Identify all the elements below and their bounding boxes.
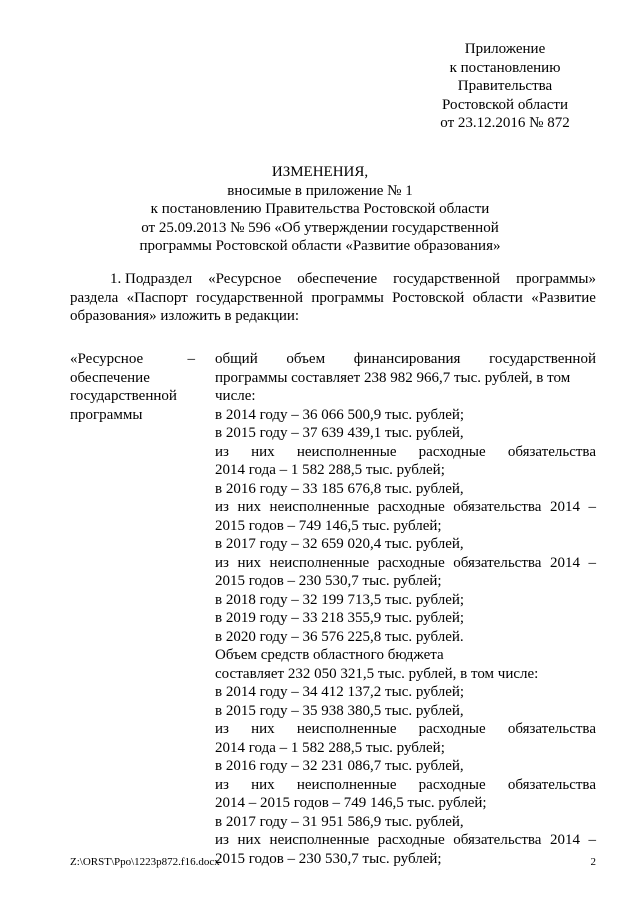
- word: обязательства: [453, 499, 542, 515]
- title-line: программы Ростовской области «Развитие образования»: [139, 238, 501, 254]
- intro-line-2: [70, 289, 596, 308]
- word: расходные: [418, 721, 486, 737]
- content-line: 2015 годов – 230 530,7 тыс. рублей;: [215, 850, 442, 867]
- word: обязательства: [453, 554, 542, 571]
- content-line: [215, 554, 596, 573]
- word: неисполненные: [296, 776, 397, 793]
- content-line: 2015 годов – 749 146,5 тыс. рублей;: [215, 517, 442, 534]
- appendix-header: [420, 40, 590, 133]
- word: программы: [311, 289, 384, 306]
- word: программы»: [516, 271, 596, 287]
- content-line: в 2017 году – 31 951 586,9 тыс. рублей,: [215, 813, 464, 830]
- title-line: ИЗМЕНЕНИЯ,: [271, 164, 369, 180]
- word: –: [588, 832, 596, 848]
- word: них: [237, 499, 262, 515]
- content-line: в 2020 году – 36 576 225,8 тыс. рублей.: [215, 628, 464, 645]
- content-line: 2014 – 2015 годов – 749 146,5 тыс. рублей;: [215, 795, 487, 811]
- word: из: [215, 499, 229, 515]
- content-line: в 2014 году – 36 066 500,9 тыс. рублей;: [215, 406, 465, 423]
- content-line: составляет 232 050 321,5 тыс. рублей, в том числе:: [215, 665, 539, 682]
- word: расходные: [377, 832, 445, 848]
- intro-paragraph: [70, 270, 596, 326]
- content-line: Объем средств областного бюджета: [215, 647, 444, 663]
- word: неисполненные: [269, 554, 370, 571]
- title-line: вносимые в приложение № 1: [227, 182, 413, 199]
- word: расходные: [418, 443, 486, 460]
- word: них: [251, 776, 275, 793]
- word: неисполненные: [269, 499, 370, 515]
- word: обязательства: [507, 443, 596, 460]
- appendix-line: Правительства: [457, 78, 553, 94]
- content-line: в 2017 году – 32 659 020,4 тыс. рублей,: [215, 536, 464, 552]
- section-label-line: обеспечение: [70, 369, 150, 386]
- appendix-line: от 23.12.2016 № 872: [440, 115, 570, 131]
- intro-line-1: [70, 270, 596, 289]
- word: «Паспорт: [126, 289, 188, 306]
- content-line: 2015 годов – 230 530,7 тыс. рублей;: [215, 573, 442, 589]
- word: них: [237, 832, 262, 848]
- content-line: в 2015 году – 35 938 380,5 тыс. рублей,: [215, 702, 464, 719]
- appendix-line: Приложение: [464, 41, 546, 57]
- section-label-first-line: [70, 350, 195, 369]
- word: обязательства: [507, 721, 596, 737]
- section-label-line: программы: [70, 406, 143, 423]
- title-line: к постановлению Правительства Ростовской области: [150, 201, 490, 217]
- word: них: [237, 554, 262, 571]
- word: расходные: [377, 499, 445, 515]
- word: из: [215, 776, 229, 793]
- appendix-line: к постановлению: [449, 59, 561, 76]
- word: 2014: [549, 499, 580, 515]
- word: них: [251, 443, 275, 460]
- content-line: в 2014 году – 34 412 137,2 тыс. рублей;: [215, 684, 465, 700]
- content-line: в 2016 году – 32 231 086,7 тыс. рублей,: [215, 758, 464, 774]
- word: государственной: [489, 351, 596, 367]
- word: объем: [286, 351, 326, 367]
- word: обязательства: [507, 776, 596, 793]
- content-line: [215, 498, 596, 517]
- word: обязательства: [453, 832, 542, 848]
- intro-line-3: образования» изложить в редакции:: [70, 308, 300, 324]
- page-number: 2: [590, 856, 596, 868]
- appendix-line: Ростовской области: [442, 96, 568, 113]
- content-line: в 2015 году – 37 639 439,1 тыс. рублей,: [215, 425, 464, 441]
- word: 2014: [549, 554, 580, 571]
- word: области: [472, 289, 523, 306]
- file-path: Z:\ORST\Ppo\1223p872.f16.docx: [70, 856, 220, 868]
- word: общий: [215, 351, 258, 367]
- content-line: 2014 года – 1 582 288,5 тыс. рублей;: [215, 739, 445, 756]
- content-line: [215, 720, 596, 739]
- word: расходные: [418, 776, 486, 793]
- word: финансирования: [353, 351, 461, 367]
- word: из: [215, 554, 229, 571]
- content-line: программы составляет 238 982 966,7 тыс. рублей, в том: [215, 369, 571, 386]
- word: раздела: [70, 289, 119, 306]
- word: Ростовской: [392, 289, 465, 306]
- section-label: [70, 350, 195, 424]
- word: –: [588, 499, 596, 515]
- content-line: [215, 831, 596, 850]
- word: обеспечение: [297, 271, 378, 287]
- section-label-line: государственной: [70, 388, 177, 404]
- word: неисполненные: [269, 832, 370, 848]
- word: неисполненные: [296, 721, 397, 737]
- word: неисполненные: [296, 443, 397, 460]
- word: «Развитие: [531, 289, 596, 306]
- word: из: [215, 832, 229, 848]
- content-line: 2014 года – 1 582 288,5 тыс. рублей;: [215, 462, 445, 478]
- content-line: [215, 350, 596, 369]
- title-line: от 25.09.2013 № 596 «Об утверждении государственной: [141, 219, 499, 236]
- dash: –: [187, 351, 195, 367]
- content-line: в 2016 году – 33 185 676,8 тыс. рублей,: [215, 480, 464, 497]
- word: из: [215, 721, 229, 737]
- word: расходные: [377, 554, 445, 571]
- page-footer: [70, 856, 596, 868]
- word: 2014: [549, 832, 580, 848]
- document-title: [100, 163, 540, 256]
- content-line: числе:: [215, 388, 256, 404]
- content-line: в 2018 году – 32 199 713,5 тыс. рублей;: [215, 591, 465, 608]
- word: из: [215, 443, 229, 460]
- word: «Ресурсное: [208, 271, 282, 287]
- word: –: [588, 554, 596, 571]
- word: 1. Подраздел: [110, 271, 193, 287]
- word: них: [251, 721, 275, 737]
- section-content: [215, 350, 596, 868]
- content-line: [215, 776, 596, 795]
- word: государственной: [393, 271, 501, 287]
- content-line: [215, 443, 596, 462]
- word: «Ресурсное: [70, 351, 144, 367]
- word: государственной: [196, 289, 303, 306]
- content-line: в 2019 году – 33 218 355,9 тыс. рублей;: [215, 610, 465, 626]
